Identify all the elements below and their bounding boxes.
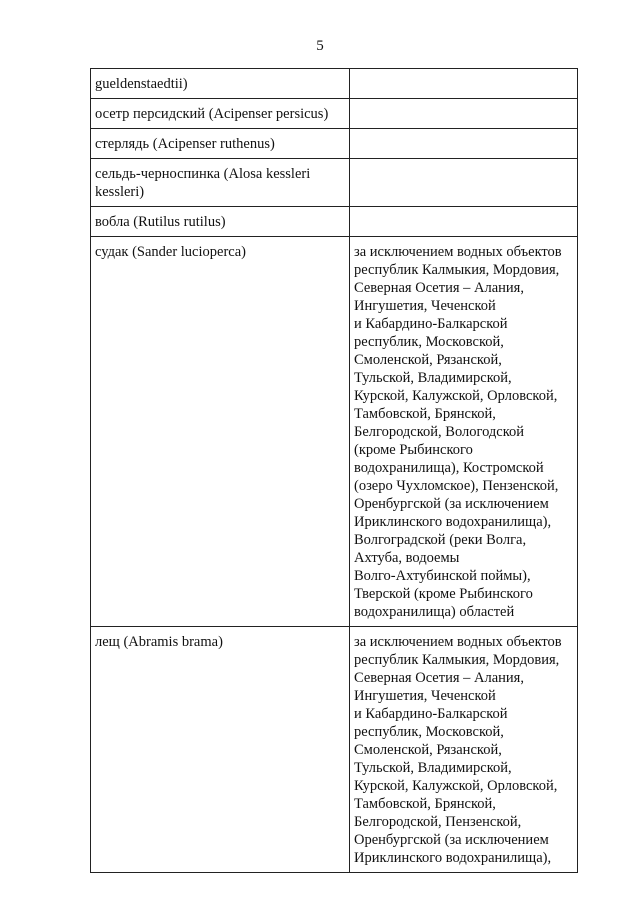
species-cell: лещ (Abramis brama) <box>91 627 350 873</box>
species-cell: сельдь-черноспинка (Alosa kessleri kessleri) <box>91 159 350 207</box>
note-cell <box>350 99 578 129</box>
note-cell: за исключением водных объектов республик Калмыкия, Мордовия, Северная Осетия – Алания, Ингушетия, Чеченской и Кабардино-Балкарской республик, Московской, Смоленской, Рязанской, Тульской, Владимирской, Курской, Калужской, Орловской, Тамбовской, Брянской, Белгородской, Вологодской (кроме Рыбинского водохранилища), Костромской (озеро Чухломское), Пензенской, Оренбургской (за исключением Ириклинского водохранилища), Волгоградской (реки Волга, Ахтуба, водоемы Волго-Ахтубинской поймы), Тверской (кроме Рыбинского водохранилища) областей <box>350 237 578 627</box>
table-row <box>91 159 578 207</box>
note-cell <box>350 69 578 99</box>
species-cell: осетр персидский (Acipenser persicus) <box>91 99 350 129</box>
table-row <box>91 129 578 159</box>
table-row <box>91 627 578 873</box>
note-cell <box>350 159 578 207</box>
table-row <box>91 207 578 237</box>
species-cell: вобла (Rutilus rutilus) <box>91 207 350 237</box>
note-cell <box>350 207 578 237</box>
species-cell: gueldenstaedtii) <box>91 69 350 99</box>
table-row <box>91 237 578 627</box>
table-row <box>91 99 578 129</box>
table-row <box>91 69 578 99</box>
note-cell: за исключением водных объектов республик Калмыкия, Мордовия, Северная Осетия – Алания, Ингушетия, Чеченской и Кабардино-Балкарской республик, Московской, Смоленской, Рязанской, Тульской, Владимирской, Курской, Калужской, Орловской, Тамбовской, Брянской, Белгородской, Пензенской, Оренбургской (за исключением Ириклинского водохранилища), <box>350 627 578 873</box>
page-number: 5 <box>316 38 324 54</box>
species-cell: судак (Sander lucioperca) <box>91 237 350 627</box>
species-cell: стерлядь (Acipenser ruthenus) <box>91 129 350 159</box>
note-cell <box>350 129 578 159</box>
species-table <box>90 68 578 873</box>
